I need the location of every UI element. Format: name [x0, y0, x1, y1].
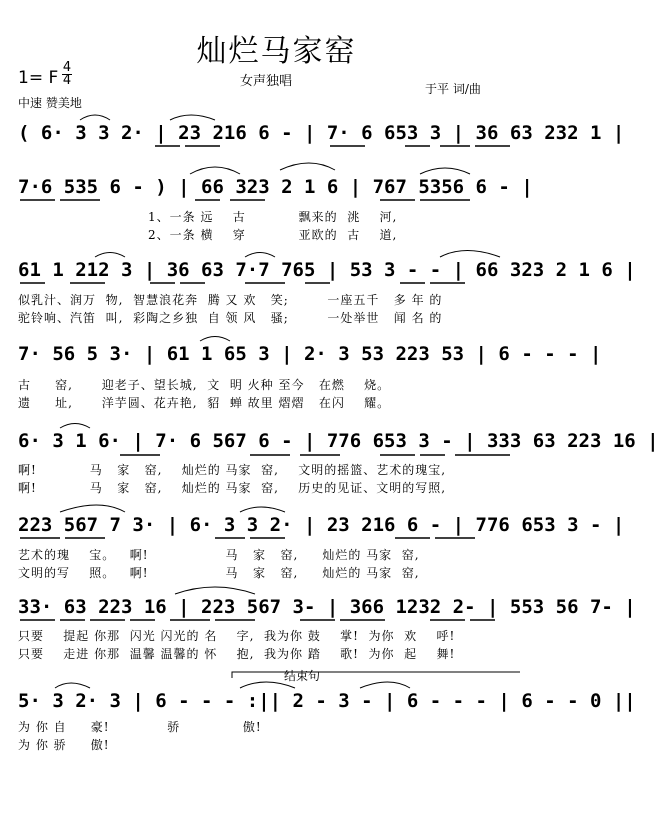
lyric-row-6-verse-2: 文明的写 照。 啊! 马 家 窑, 灿烂的 马家 窑, — [18, 566, 420, 580]
credit-line: 于平 词/曲 — [425, 82, 481, 96]
key-signature: 1= F — [18, 68, 59, 88]
slur-mark — [420, 168, 470, 174]
performer-label: 女声独唱 — [240, 74, 293, 89]
slur-mark — [60, 424, 90, 429]
slur-mark — [245, 253, 275, 258]
slur-mark — [360, 682, 410, 688]
lyric-row-5-verse-1: 啊! 马 家 窑, 灿烂的 马家 窑, 文明的摇篮、艺术的瑰宝, — [18, 463, 447, 477]
lyric-row-4-verse-2: 遗 址, 洋芋圆、花卉艳, 貂 蝉 故里 熠熠 在闪 耀。 — [18, 396, 391, 410]
slur-mark — [80, 115, 110, 120]
slur-mark — [60, 505, 125, 512]
notation-row-8: 5· 3 2· 3 | 6 - - - :|| 2 - 3 - | 6 - - - | 6 - - 0 || — [18, 690, 636, 712]
notation-row-5: 6· 3 1 6· | 7· 6 567 6 - | 776 653 3 - | 333 63 223 16 | — [18, 430, 659, 452]
song-title: 灿烂马家窑 — [196, 34, 357, 69]
lyric-row-3-verse-1: 似乳汁、润万 物, 智慧浪花奔 腾 又 欢 笑; 一座五千 多 年 的 — [18, 293, 443, 307]
slur-mark — [190, 167, 240, 174]
lyric-row-8-verse-1: 为 你 自 豪! 骄 傲! — [18, 720, 262, 734]
notation-row-2: 7·6 535 6 - ) | 66 323 2 1 6 | 767 5356 6 - | — [18, 176, 533, 198]
lyric-row-3-verse-2: 驼铃响、汽笛 叫, 彩陶之乡独 自 领 风 骚; 一处举世 闻 名 的 — [18, 311, 443, 325]
lyric-row-6-verse-1: 艺术的瑰 宝。 啊! 马 家 窑, 灿烂的 马家 窑, — [18, 548, 420, 562]
lyric-row-2-verse-2: 2、一条 横 穿 亚欧的 古 道, — [18, 228, 398, 242]
slur-mark — [170, 115, 215, 120]
time-signature-top: 4 — [62, 60, 72, 75]
lyric-row-4-verse-1: 古 窑, 迎老子、望长城, 文 明 火种 至今 在燃 烧。 — [18, 378, 391, 392]
ending-label: 结束句 — [284, 669, 321, 683]
slur-mark — [440, 251, 500, 258]
slur-mark — [95, 253, 125, 258]
tempo-marking: 中速 赞美地 — [18, 96, 82, 110]
slur-mark — [280, 163, 335, 170]
ending-bracket — [232, 672, 520, 678]
notation-row-7: 33· 63 223 16 | 223 567 3- | 366 1232 2- | 553 56 7- | — [18, 596, 636, 618]
lyric-row-5-verse-2: 啊! 马 家 窑, 灿烂的 马家 窑, 历史的见证、文明的写照, — [18, 481, 447, 495]
slur-mark — [240, 682, 295, 688]
slur-mark — [240, 507, 285, 512]
lyric-row-7-verse-1: 只要 提起 你那 闪光 闪光的 名 字, 我为你 鼓 掌! 为你 欢 呼! — [18, 629, 456, 643]
lyric-row-8-verse-2: 为 你 骄 傲! — [18, 738, 110, 752]
notation-row-4: 7· 56 5 3· | 61 1 65 3 | 2· 3 53 223 53 | 6 - - - | — [18, 343, 602, 365]
notation-row-1: ( 6· 3 3 2· | 23 216 6 - | 7· 6 653 3 | 36 63 232 1 | — [18, 122, 625, 144]
lyric-row-7-verse-2: 只要 走进 你那 温馨 温馨的 怀 抱, 我为你 踏 歌! 为你 起 舞! — [18, 647, 456, 661]
slur-mark — [200, 337, 230, 342]
slur-mark — [175, 587, 255, 594]
notation-row-6: 223 567 7 3· | 6· 3 3 2· | 23 216 6 - | 776 653 3 - | — [18, 514, 625, 536]
lyric-row-2-verse-1: 1、一条 远 古 飘来的 洮 河, — [18, 210, 398, 224]
notation-row-3: 61 1 212 3 | 36 63 7·7 765 | 53 3 - - | 66 323 2 1 6 | — [18, 259, 636, 281]
time-signature-bottom: 4 — [62, 73, 72, 88]
slur-mark — [55, 683, 90, 688]
